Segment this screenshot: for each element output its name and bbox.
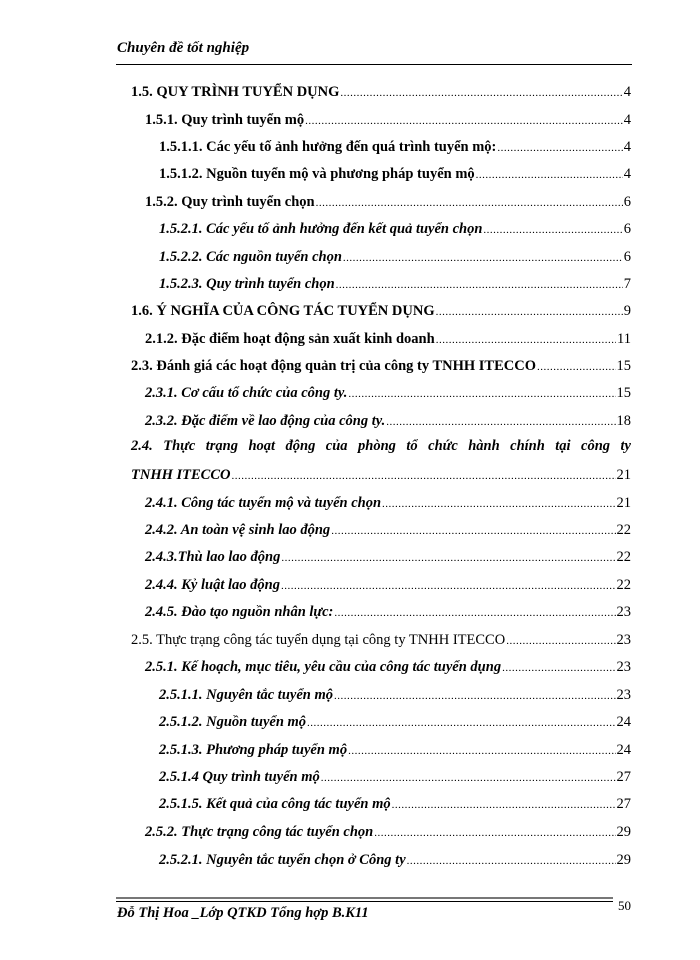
toc-entry-2-5-1-5 xyxy=(159,795,631,814)
dot-leader xyxy=(407,852,616,870)
toc-entry-2-5-2-1 xyxy=(159,851,631,870)
toc-entry-1-5-2-2 xyxy=(159,248,631,267)
dot-leader xyxy=(386,413,615,431)
toc-label: 2.5.1.4 Quy trình tuyển mộ xyxy=(159,769,320,785)
toc-page: 4 xyxy=(623,84,631,100)
toc-label: 2.5.1.5. Kết quả của công tác tuyển mộ xyxy=(159,796,391,812)
footer-rule-thin xyxy=(116,901,613,902)
toc-page: 15 xyxy=(616,358,631,374)
toc-page: 29 xyxy=(616,824,631,840)
toc-entry-1-5-2-1 xyxy=(159,220,631,239)
dot-leader xyxy=(281,577,616,595)
dot-leader xyxy=(281,549,615,567)
dot-leader xyxy=(382,495,615,513)
footer-page-number: 50 xyxy=(618,898,631,913)
toc-page: 22 xyxy=(616,577,631,593)
toc-entry-2-5-1-2 xyxy=(159,713,631,732)
dot-leader xyxy=(307,714,615,732)
toc-label: 2.4.2. An toàn vệ sinh lao động xyxy=(145,522,331,538)
footer-author: Đỗ Thị Hoa _Lớp QTKD Tổng hợp B.K11 xyxy=(117,905,369,921)
toc-entry-1-5-1-2 xyxy=(159,165,631,184)
toc-label: 1.5.2.1. Các yếu tố ảnh hưởng đến kết quả tuyển chọn xyxy=(159,221,483,237)
toc-page: 18 xyxy=(616,413,631,429)
toc-label: 2.4.4. Kỷ luật lao động xyxy=(145,577,280,593)
toc-entry-1-5-1 xyxy=(145,111,631,130)
toc-entry-2-5 xyxy=(131,631,631,650)
dot-leader xyxy=(305,112,623,130)
toc-page: 4 xyxy=(623,112,631,128)
toc-label: 1.5.1.2. Nguồn tuyển mộ và phương pháp tuyển mộ xyxy=(159,166,475,182)
toc-entry-1-5-1-1 xyxy=(159,138,631,157)
dot-leader xyxy=(537,358,616,376)
toc-label: 2.5.1.1. Nguyên tắc tuyển mộ xyxy=(159,687,333,703)
toc-label: 1.5.2.3. Quy trình tuyển chọn xyxy=(159,276,335,292)
toc-page: 24 xyxy=(616,742,631,758)
toc-entry-2-3-2 xyxy=(145,412,631,431)
toc-page: 27 xyxy=(616,796,631,812)
toc-entry-2-4-line1: 2.4. Thực trạng hoạt động của phòng tổ chức hành chính tại công ty xyxy=(131,438,631,454)
dot-leader xyxy=(348,385,615,403)
toc-entry-1-5-2-3 xyxy=(159,275,631,294)
toc-label: 2.5.2. Thực trạng công tác tuyển chọn xyxy=(145,824,374,840)
toc-page: 23 xyxy=(616,632,631,648)
header-rule xyxy=(116,64,632,65)
toc-entry-2-5-1 xyxy=(145,658,631,677)
toc-page: 29 xyxy=(616,852,631,868)
toc-entry-2-4-5 xyxy=(145,603,631,622)
dot-leader xyxy=(340,84,622,102)
toc-entry-2-3-1 xyxy=(145,384,631,403)
toc-entry-2-1-2 xyxy=(145,330,631,349)
toc-page: 6 xyxy=(623,249,631,265)
toc-page: 22 xyxy=(616,549,631,565)
page-header-title: Chuyên đề tốt nghiệp xyxy=(117,40,250,56)
toc-label: 2.5.1.3. Phương pháp tuyển mộ xyxy=(159,742,348,758)
dot-leader xyxy=(316,194,623,212)
dot-leader xyxy=(348,742,615,760)
toc-label: 2.4.5. Đào tạo nguồn nhân lực: xyxy=(145,604,334,620)
toc-entry-2-4-4 xyxy=(145,576,631,595)
toc-page: 7 xyxy=(623,276,631,292)
toc-page: 21 xyxy=(616,467,631,483)
dot-leader xyxy=(392,796,616,814)
dot-leader xyxy=(436,303,623,321)
toc-entry-2-4 xyxy=(131,466,631,485)
toc-entry-2-5-1-4 xyxy=(159,768,631,787)
toc-page: 22 xyxy=(616,522,631,538)
toc-entry-2-5-1-1 xyxy=(159,686,631,705)
toc-label: 1.5.2. Quy trình tuyển chọn xyxy=(145,194,315,210)
toc-label: 2.4.3.Thù lao lao động xyxy=(145,549,281,565)
toc-entry-2-4-1 xyxy=(145,494,631,513)
toc-label: 2.4.1. Công tác tuyển mộ và tuyển chọn xyxy=(145,495,382,511)
dot-leader xyxy=(374,824,615,842)
toc-page: 4 xyxy=(623,166,631,182)
dot-leader xyxy=(232,467,616,485)
toc-label: 2.5.1. Kế hoạch, mục tiêu, yêu cầu của công tác tuyển dụng xyxy=(145,659,502,675)
toc-label: 2.1.2. Đặc điểm hoạt động sản xuất kinh doanh xyxy=(145,331,435,347)
toc-label: 2.3.2. Đặc điểm về lao động của công ty. xyxy=(145,413,386,429)
dot-leader xyxy=(436,331,616,349)
toc-label: 1.5.1. Quy trình tuyển mộ xyxy=(145,112,305,128)
toc-label: 2.5.2.1. Nguyên tắc tuyển chọn ở Công ty xyxy=(159,852,406,868)
dot-leader xyxy=(336,276,623,294)
dot-leader xyxy=(476,166,623,184)
toc-label: 1.5.1.1. Các yếu tố ảnh hưởng đến quá trình tuyển mộ: xyxy=(159,139,497,155)
dot-leader xyxy=(321,769,616,787)
footer-rule xyxy=(116,897,613,899)
toc-page: 21 xyxy=(616,495,631,511)
toc-page: 23 xyxy=(616,659,631,675)
toc-page: 4 xyxy=(623,139,631,155)
toc-entry-2-4-2 xyxy=(145,521,631,540)
toc-page: 11 xyxy=(617,331,631,347)
toc-page: 15 xyxy=(616,385,631,401)
toc-entry-1-5-2 xyxy=(145,193,631,212)
toc-entry-1-6 xyxy=(131,302,631,321)
toc-page: 23 xyxy=(616,604,631,620)
dot-leader xyxy=(331,522,615,540)
toc-page: 23 xyxy=(616,687,631,703)
toc-page: 27 xyxy=(616,769,631,785)
toc-label: 1.5. QUY TRÌNH TUYỂN DỤNG xyxy=(131,84,340,100)
dot-leader xyxy=(334,604,615,622)
toc-entry-2-4-3 xyxy=(145,548,631,567)
dot-leader xyxy=(343,249,623,267)
toc-label: 1.6. Ý NGHĨA CỦA CÔNG TÁC TUYỂN DỤNG xyxy=(131,303,435,319)
toc-page: 24 xyxy=(616,714,631,730)
toc-label: 2.5.1.2. Nguồn tuyển mộ xyxy=(159,714,307,730)
dot-leader xyxy=(502,659,615,677)
toc-label: 2.3. Đánh giá các hoạt động quản trị của công ty TNHH ITECCO xyxy=(131,358,536,374)
toc-page: 6 xyxy=(623,221,631,237)
dot-leader xyxy=(497,139,622,157)
toc-page: 9 xyxy=(623,303,631,319)
toc-entry-2-5-2 xyxy=(145,823,631,842)
dot-leader xyxy=(334,687,616,705)
toc-label: 2.5. Thực trạng công tác tuyển dụng tại công ty TNHH ITECCO xyxy=(131,632,506,648)
toc-entry-1-5 xyxy=(131,83,631,102)
toc-entry-2-5-1-3 xyxy=(159,741,631,760)
toc-entry-2-3 xyxy=(131,357,631,376)
dot-leader xyxy=(483,221,622,239)
toc-page: 6 xyxy=(623,194,631,210)
toc-label: 1.5.2.2. Các nguồn tuyển chọn xyxy=(159,249,342,265)
dot-leader xyxy=(506,632,615,650)
toc-label: 2.3.1. Cơ cấu tổ chức của công ty. xyxy=(145,385,348,401)
toc-label: TNHH ITECCO xyxy=(131,467,231,483)
